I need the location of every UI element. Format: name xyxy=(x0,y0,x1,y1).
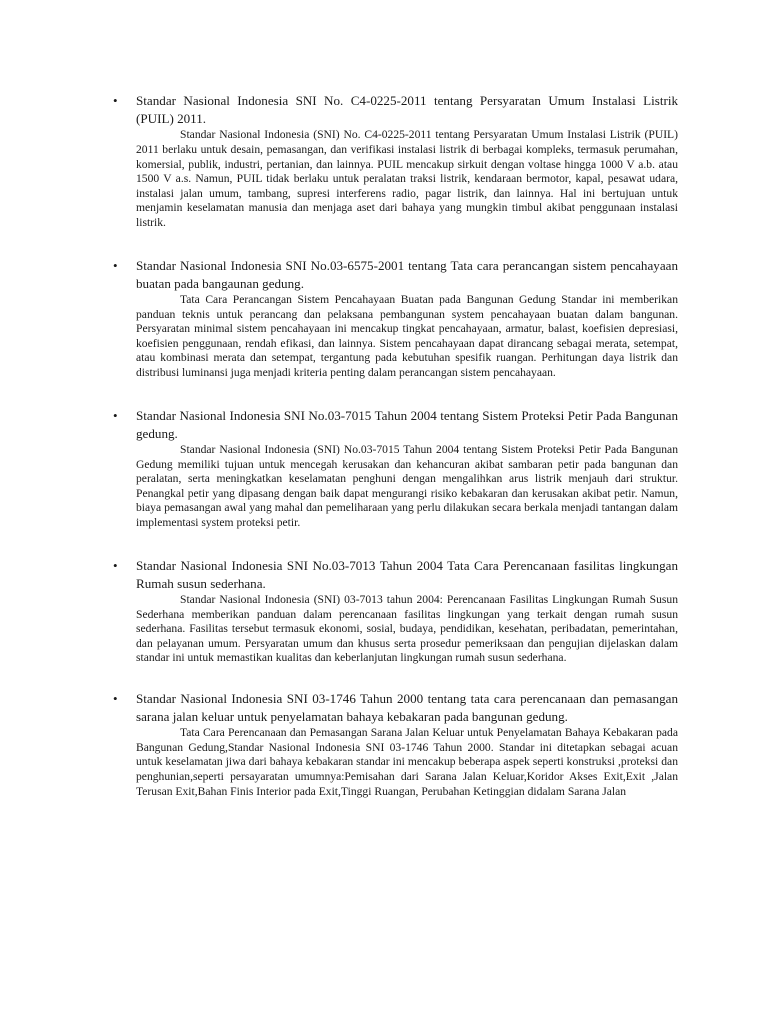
section-heading: Standar Nasional Indonesia SNI No.03-7015 Tahun 2004 tentang Sistem Proteksi Petir Pada Bangunan gedung. xyxy=(136,407,678,441)
bullet-icon: • xyxy=(113,690,118,706)
section-heading: Standar Nasional Indonesia SNI 03-1746 Tahun 2000 tentang tata cara perencanaan dan pemasangan sarana jalan keluar untuk penyelamatan bahaya kebakaran pada bangunan gedung. xyxy=(136,690,678,725)
document-body xyxy=(113,92,678,825)
list-item xyxy=(113,690,678,799)
section-paragraph: Standar Nasional Indonesia (SNI) No.03-7015 Tahun 2004 tentang Sistem Proteksi Petir Pada Bangunan Gedung memiliki tujuan untuk mencegah kerusakan dan kehancuran akibat sambaran petir pada bangunan dan peralatan, serta meningkatkan keselamatan penghuni dengan mengalihkan arus listrik menjauh dari struktur. Penangkal petir yang dipasang dengan baik dapat mengurangi risiko kebakaran dan kerusakan akibat petir. Namun, biaya pemasangan awal yang mahal dan pemeliharaan yang perlu dilakukan secara berkala menjadi tantangan dalam implementasi system proteksi petir. xyxy=(136,442,678,529)
list-item xyxy=(113,257,678,381)
section-paragraph: Tata Cara Perancangan Sistem Pencahayaan Buatan pada Bangunan Gedung Standar ini memberikan panduan teknis untuk perancang dan pelaksana pembangunan system pencahayaan buatan dalam bangunan. Persyaratan minimal sistem pencahayaan ini mencakup tingkat pencahayaan, armatur, balast, koefisien depresiasi, koefisien penggunaan, rendah efikasi, dan lainnya. Sistem pencahayaan dapat dirancang sebagai merata, setempat, atau kombinasi merata dan setempat, tergantung pada kebutuhan spesifik ruangan. Perhitungan daya listrik dan distribusi luminansi juga menjadi kriteria penting dalam perancangan sistem pencahayaan. xyxy=(136,292,678,379)
bullet-icon: • xyxy=(113,93,118,108)
section-paragraph: Standar Nasional Indonesia (SNI) 03-7013 tahun 2004: Perencanaan Fasilitas Lingkungan Rumah Susun Sederhana memberikan panduan dalam perencanaan fasilitas lingkungan yang terkait dengan rumah susun sederhana. Fasilitas tersebut termasuk ekonomi, sosial, budaya, pendidikan, kesehatan, peribadatan, pemerintahan, dan pelayanan umum. Persyaratan umum dan khusus serta prosedur pemeriksaan dan pengujian dijelaskan dalam standar ini untuk memastikan kualitas dan keberlanjutan lingkungan rumah susun sederhana. xyxy=(136,592,678,665)
bullet-icon: • xyxy=(113,557,118,573)
section-heading: Standar Nasional Indonesia SNI No.03-6575-2001 tentang Tata cara perancangan sistem pencahayaan buatan pada bangaunan gedung. xyxy=(136,257,678,291)
list-item xyxy=(113,92,678,231)
list-item xyxy=(113,407,678,531)
section-heading: Standar Nasional Indonesia SNI No. C4-0225-2011 tentang Persyaratan Umum Instalasi Listrik (PUIL) 2011. xyxy=(136,93,678,127)
section-paragraph: Standar Nasional Indonesia (SNI) No. C4-0225-2011 tentang Persyaratan Umum Instalasi Listrik (PUIL) 2011 berlaku untuk desain, pemasangan, dan verifikasi instalasi listrik di berbagai kompleks, termasuk perumahan, komersial, publik, industri, pertanian, dan lainnya. PUIL mencakup sirkuit dengan voltase hingga 1000 V a.b. atau 1500 V a.s. Namun, PUIL tidak berlaku untuk peralatan traksi listrik, kendaraan bermotor, kapal, pesawat udara, instalasi jalan umum, tambang, supresi interferens radio, pagar listrik, dan lainnya. Hal ini bertujuan untuk menjamin keselamatan manusia dan menjaga aset dari bahaya yang mungkin timbul akibat penggunaan instalasi listrik. xyxy=(136,128,678,229)
section-paragraph: Tata Cara Perencanaan dan Pemasangan Sarana Jalan Keluar untuk Penyelamatan Bahaya Kebakaran pada Bangunan Gedung,Standar Nasional Indonesia SNI 03-1746 Tahun 2000. Standar ini ditetapkan sebagai acuan untuk keselamatan jiwa dari bahaya kebakaran standar ini mencakup beberapa aspek seperti konstruksi ,proteksi dan penghunian,seperti persayaratan umumnya:Pemisahan dari Sarana Jalan Keluar,Koridor Akses Exit,Exit ,Jalan Terusan Exit,Bahan Finis Interior pada Exit,Tinggi Ruangan, Perubahan Ketinggian didalam Sarana Jalan xyxy=(136,726,678,798)
section-heading: Standar Nasional Indonesia SNI No.03-7013 Tahun 2004 Tata Cara Perencanaan fasilitas lingkungan Rumah susun sederhana. xyxy=(136,557,678,591)
bullet-icon: • xyxy=(113,407,118,423)
bullet-icon: • xyxy=(113,257,118,273)
list-item xyxy=(113,557,678,666)
